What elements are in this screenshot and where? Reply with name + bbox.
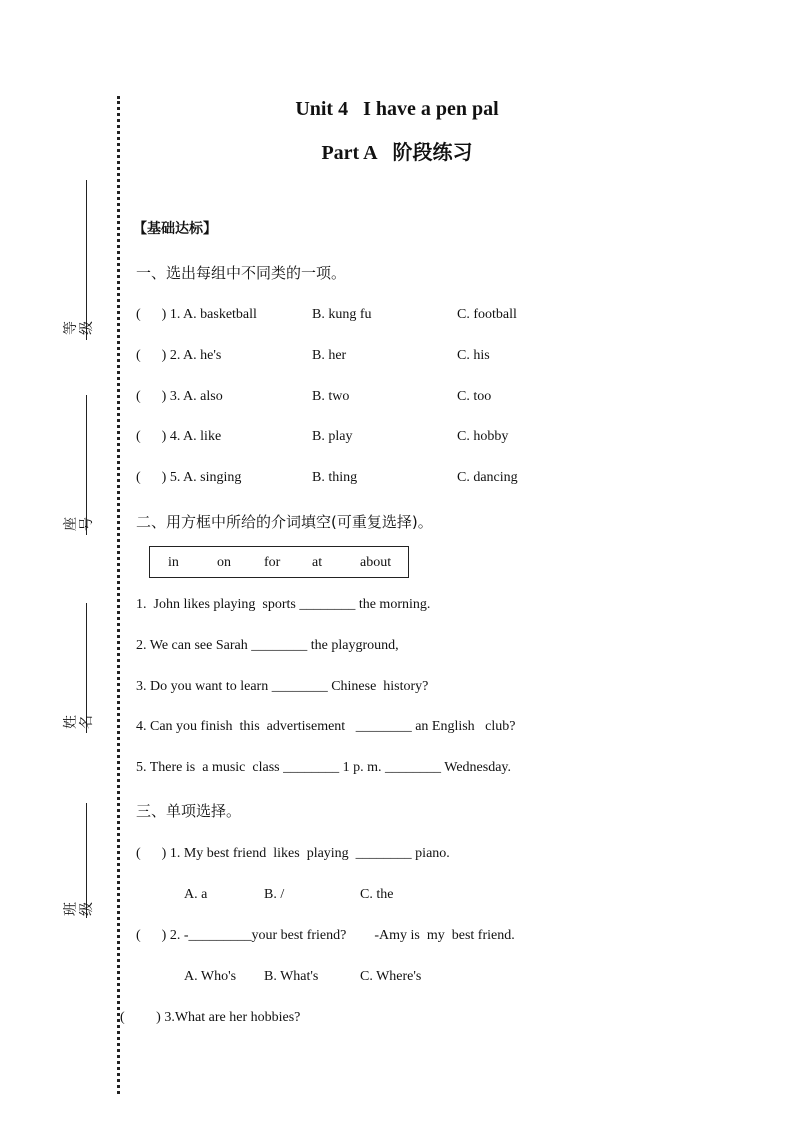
part3-heading: 三、单项选择。 bbox=[136, 802, 242, 820]
seat-rule bbox=[86, 395, 87, 535]
p1-q4-stem: ( ) 4. A. like bbox=[136, 429, 222, 444]
p2-sentence-1: 1. John likes playing sports ________ the morning. bbox=[136, 597, 431, 612]
p3-q3-stem: ( ) 3.What are her hobbies? bbox=[120, 1010, 301, 1025]
p1-q4-c: C. hobby bbox=[457, 429, 509, 444]
p1-q2-b: B. her bbox=[312, 348, 347, 363]
p1-q4-b: B. play bbox=[312, 429, 353, 444]
p2-sentence-5: 5. There is a music class ________ 1 p. m. ________ Wednesday. bbox=[136, 760, 512, 775]
p2-sentence-4: 4. Can you finish this advertisement ________ an English club? bbox=[136, 719, 516, 734]
p1-q1-stem: ( ) 1. A. basketball bbox=[136, 307, 257, 322]
p1-q3-stem: ( ) 3. A. also bbox=[136, 389, 223, 404]
p3-q2-c: C. Where's bbox=[360, 969, 422, 984]
p1-q3-c: C. too bbox=[457, 389, 492, 404]
subtitle-cn: 阶段练习 bbox=[392, 140, 473, 164]
word-for: for bbox=[264, 555, 281, 570]
name-label: 姓名 bbox=[63, 715, 95, 729]
word-on: on bbox=[217, 555, 231, 570]
word-at: at bbox=[312, 555, 323, 570]
p3-q1-b: B. / bbox=[264, 887, 285, 902]
p1-q2-stem: ( ) 2. A. he's bbox=[136, 348, 222, 363]
p3-q1-stem: ( ) 1. My best friend likes playing ________ piano. bbox=[136, 846, 450, 861]
class-label: 班级 bbox=[63, 902, 95, 916]
grade-label: 等级 bbox=[63, 321, 95, 335]
p1-q5-stem: ( ) 5. A. singing bbox=[136, 470, 242, 485]
p1-q3-b: B. two bbox=[312, 389, 350, 404]
seat-label: 座号 bbox=[63, 517, 95, 531]
p3-q1-c: C. the bbox=[360, 887, 394, 902]
p3-q2-a: A. Who's bbox=[184, 969, 237, 984]
p3-q2-stem: ( ) 2. -_________your best friend? -Amy is my best friend. bbox=[136, 928, 515, 943]
p2-sentence-2: 2. We can see Sarah ________ the playground, bbox=[136, 638, 399, 653]
p1-q5-c: C. dancing bbox=[457, 470, 518, 485]
binding-dotted-line bbox=[117, 96, 120, 1094]
p2-sentence-3: 3. Do you want to learn ________ Chinese history? bbox=[136, 679, 429, 694]
p1-q5-b: B. thing bbox=[312, 470, 358, 485]
word-about: about bbox=[360, 555, 392, 570]
subtitle-part: Part A bbox=[321, 142, 378, 164]
p1-q1-c: C. football bbox=[457, 307, 517, 322]
p1-q1-b: B. kung fu bbox=[312, 307, 372, 322]
word-in: in bbox=[168, 555, 179, 570]
part2-heading: 二、用方框中所给的介词填空(可重复选择)。 bbox=[136, 513, 433, 531]
p1-q2-c: C. his bbox=[457, 348, 490, 363]
section-label: 【基础达标】 bbox=[133, 221, 217, 237]
p3-q2-b: B. What's bbox=[264, 969, 319, 984]
part1-heading: 一、选出每组中不同类的一项。 bbox=[136, 264, 347, 282]
word-box bbox=[149, 546, 409, 578]
page-title: Unit 4 I have a pen pal bbox=[295, 98, 499, 120]
grade-rule bbox=[86, 180, 87, 340]
page-subtitle bbox=[0, 136, 794, 165]
p3-q1-a: A. a bbox=[184, 887, 208, 902]
